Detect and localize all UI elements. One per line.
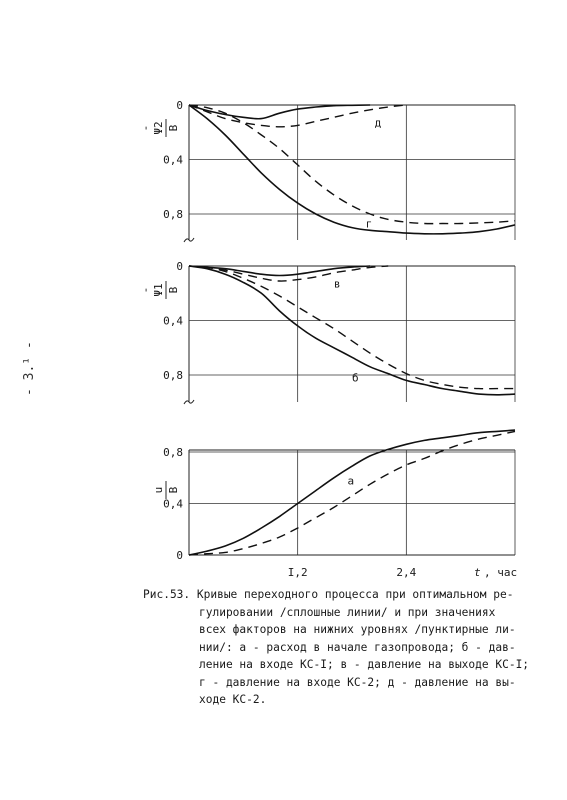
caption-line: ходе КС-2. — [199, 693, 267, 706]
x-axis-symbol: t — [474, 566, 481, 579]
x-axis-unit: , час — [484, 566, 518, 579]
caption-line: Рис.53. Кривые переходного процесса при оптимальном ре- — [143, 588, 514, 601]
panel-middle — [139, 260, 515, 404]
y-label-numerator: Ψ1 — [152, 283, 165, 297]
y-tick-label: 0,4 — [163, 153, 183, 167]
y-label-numerator: u — [152, 486, 165, 494]
caption-line: г - давление на входе КС-2; д - давление на вы- — [199, 675, 516, 689]
caption-line: всех факторов на нижних уровнях /пунктирные ли- — [199, 623, 516, 636]
y-tick-label: 0,4 — [163, 497, 183, 511]
y-label-denominator: B — [167, 124, 180, 132]
series-line-г-solid — [189, 105, 515, 234]
page-number: - 3.¹ - — [22, 341, 37, 396]
y-tick-label: 0,8 — [163, 208, 183, 221]
x-tick-label: 2,4 — [396, 566, 417, 579]
series-line-г-dashed — [189, 105, 515, 224]
y-axis-label — [152, 481, 180, 499]
panel-top — [139, 99, 515, 242]
y-tick-label: 0 — [176, 549, 183, 562]
y-label-numerator: Ψ2 — [152, 121, 165, 135]
y-axis-label — [139, 281, 180, 299]
caption-line: ление на входе КС-I; в - давление на выходе КС-I; — [199, 658, 530, 671]
curve-label: в — [333, 277, 341, 291]
x-tick-label: I,2 — [287, 566, 308, 579]
curve-label: д — [374, 116, 382, 130]
y-label-denominator: B — [167, 486, 180, 494]
y-tick-label: 0,8 — [163, 369, 183, 382]
x-axis — [288, 566, 517, 579]
series-line-а-solid — [189, 430, 515, 555]
y-label-denominator: B — [167, 286, 180, 294]
series-line-д-solid — [189, 105, 370, 119]
y-tick-label: 0 — [176, 260, 183, 273]
y-tick-label: 0 — [176, 99, 183, 112]
caption-line: нии/: а - расход в начале газопровода; б - дав- — [199, 640, 516, 654]
panel-bottom — [152, 430, 515, 562]
caption-line: гулировании /сплошные линии/ и при значениях — [199, 605, 496, 619]
series-line-б-dashed — [189, 266, 515, 389]
curve-label: г — [365, 217, 373, 231]
y-tick-label: 0,4 — [163, 314, 183, 328]
y-label-sign: - — [139, 286, 152, 294]
y-axis-label — [139, 119, 180, 137]
y-tick-label: 0,8 — [163, 446, 183, 459]
curve-label: а — [347, 474, 355, 488]
curve-label: б — [352, 371, 359, 385]
figure-caption — [143, 586, 543, 709]
y-label-sign: - — [139, 124, 152, 132]
